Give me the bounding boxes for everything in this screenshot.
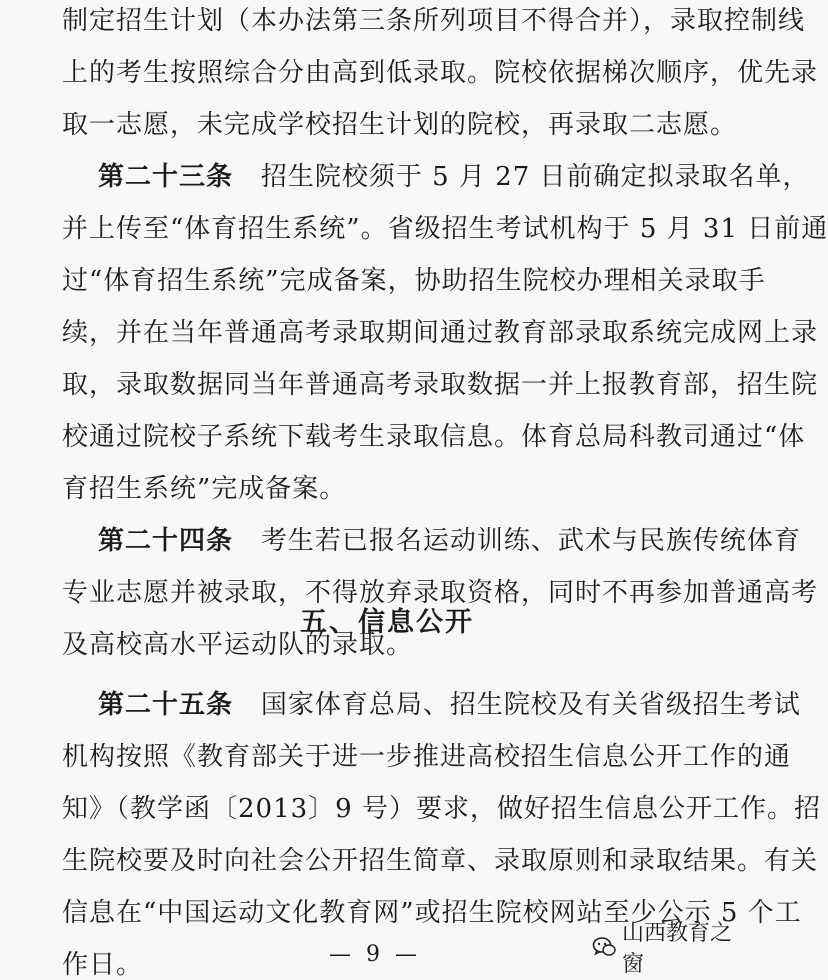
body-text: 招生院校须于 5 月 27 日前确定拟录取名单， xyxy=(260,162,810,192)
body-text: 国家体育总局、招生院校及有关省级招生考试 xyxy=(260,690,801,720)
body-line: 并上传至“体育招生系统”。省级招生考试机构于 5 月 31 日前通 xyxy=(62,214,828,244)
body-line: 校通过院校子系统下载考生录取信息。体育总局科教司通过“体 xyxy=(62,422,806,452)
body-line: 知》（教学函〔2013〕9 号）要求，做好招生信息公开工作。招 xyxy=(62,794,821,824)
article-title: 第二十五条 xyxy=(98,690,234,720)
article-paragraph-first-line xyxy=(98,162,810,192)
article-title: 第二十四条 xyxy=(98,526,234,556)
body-line: 过“体育招生系统”完成备案，协助招生院校办理相关录取手 xyxy=(62,266,766,296)
body-line: 生院校要及时向社会公开招生简章、录取原则和录取结果。有关 xyxy=(62,846,819,876)
body-line: 机构按照《教育部关于进一步推进高校招生信息公开工作的通 xyxy=(62,742,792,772)
article-paragraph-first-line xyxy=(98,690,801,720)
body-line: 续，并在当年普通高考录取期间通过教育部录取系统完成网上录 xyxy=(62,318,819,348)
article-title: 第二十三条 xyxy=(98,162,234,192)
page-number: — 9 — xyxy=(329,942,421,967)
watermark-text: 山西教育之窗 xyxy=(622,921,733,977)
body-line: 及高校高水平运动队的录取。 xyxy=(62,630,414,660)
body-line: 上的考生按照综合分由高到低录取。院校依据梯次顺序，优先录 xyxy=(62,58,819,88)
body-line: 作日。 xyxy=(62,950,144,980)
section-heading: 五、信息公开 xyxy=(300,607,474,638)
body-line: 信息在“中国运动文化教育网”或招生院校网站至少公示 5 个工 xyxy=(62,898,802,928)
article-paragraph-first-line xyxy=(98,526,801,556)
body-line: 专业志愿并被录取，不得放弃录取资格，同时不再参加普通高考 xyxy=(62,578,819,608)
body-text: 考生若已报名运动训练、武术与民族传统体育 xyxy=(260,526,801,556)
body-line: 取一志愿，未完成学校招生计划的院校，再录取二志愿。 xyxy=(62,110,738,140)
body-line: 制定招生计划（本办法第三条所列项目不得合并），录取控制线 xyxy=(62,6,806,36)
body-line: 取，录取数据同当年普通高考录取数据一并上报教育部，招生院 xyxy=(62,370,819,400)
body-line: 育招生系统”完成备案。 xyxy=(62,474,347,504)
